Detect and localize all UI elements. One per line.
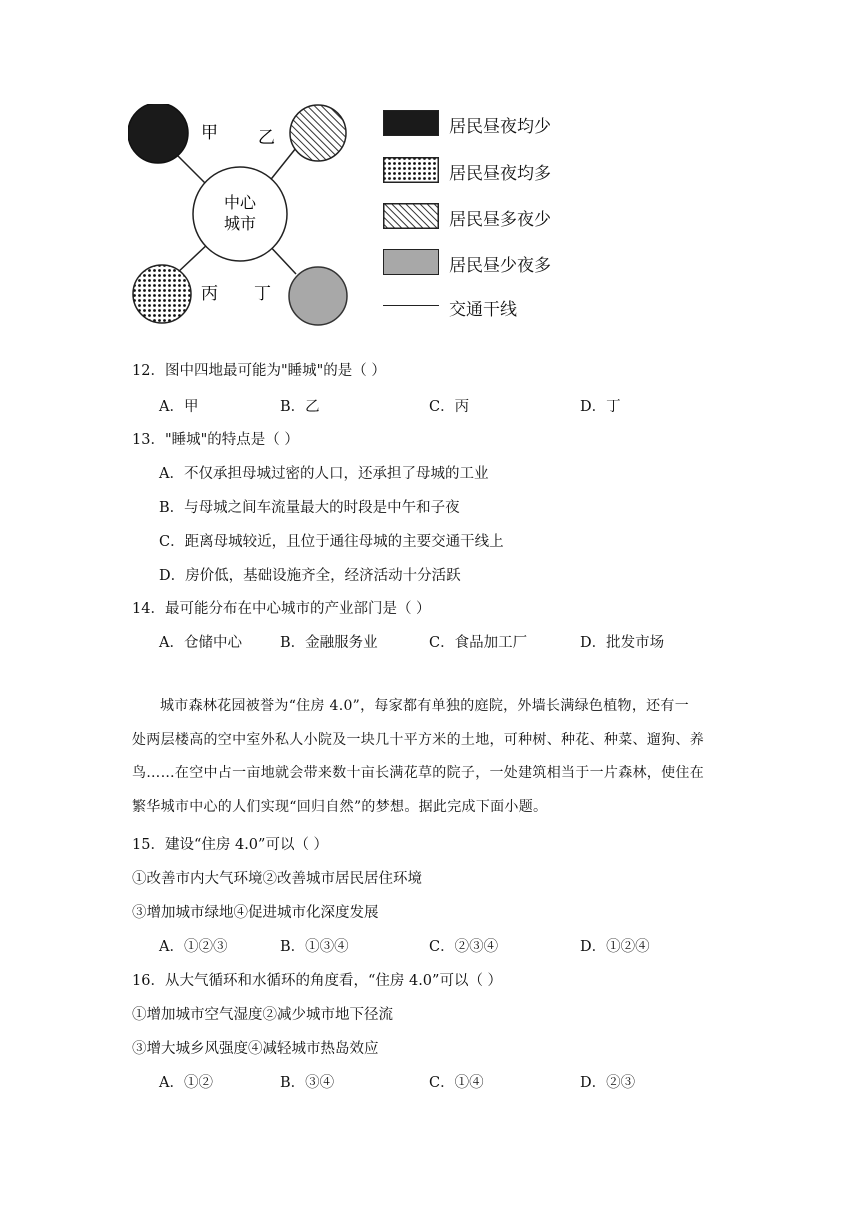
q16-option-a[interactable]: A．①② <box>159 1075 213 1091</box>
q14-option-d[interactable]: D．批发市场 <box>580 635 665 651</box>
q15-option-c[interactable]: C．②③④ <box>429 939 499 955</box>
passage-line-4: 繁华城市中心的人们实现“回归自然”的梦想。据此完成下面小题。 <box>132 798 548 815</box>
q13-option-c[interactable]: C．距离母城较近，且位于通往母城的主要交通干线上 <box>159 534 504 550</box>
legend-text-5: 交通干线 <box>449 300 517 320</box>
question-14: 14．最可能分布在中心城市的产业部门是（ ） <box>132 601 431 617</box>
label-ding: 丁 <box>254 284 271 304</box>
node-ding <box>289 267 347 325</box>
node-bing <box>133 265 191 323</box>
passage-line-3: 鸟……在空中占一亩地就会带来数十亩长满花草的院子，一处建筑相当于一片森林，使住在 <box>132 765 704 781</box>
q14-option-b[interactable]: B．金融服务业 <box>280 635 378 651</box>
center-label-1: 中心 <box>223 193 257 212</box>
hatched-box-icon <box>383 203 439 229</box>
q16-option-c[interactable]: C．①④ <box>429 1075 484 1091</box>
q13-option-b[interactable]: B．与母城之间车流量最大的时段是中午和子夜 <box>159 500 460 516</box>
legend-text-2: 居民昼夜均多 <box>449 164 551 184</box>
line-icon <box>383 305 439 306</box>
legend-text-3: 居民昼多夜少 <box>449 210 551 230</box>
q15-statement-2: ③增加城市绿地④促进城市化深度发展 <box>132 905 379 921</box>
passage <box>132 690 732 824</box>
gray-box-icon <box>383 249 439 275</box>
legend-text-4: 居民昼少夜多 <box>449 256 551 276</box>
legend-item-3 <box>383 203 551 233</box>
label-jia: 甲 <box>201 123 218 143</box>
q15-option-a[interactable]: A．①②③ <box>159 939 228 955</box>
legend-item-1 <box>383 110 551 137</box>
center-label-2: 城市 <box>223 214 257 233</box>
question-16: 16．从大气循环和水循环的角度看，“住房 4.0”可以（ ） <box>132 973 503 989</box>
q16-statement-1: ①增加城市空气湿度②减少城市地下径流 <box>132 1007 393 1023</box>
label-yi: 乙 <box>258 128 275 148</box>
q12-option-d[interactable]: D．丁 <box>580 399 621 415</box>
q16-option-d[interactable]: D．②③ <box>580 1075 636 1091</box>
question-15: 15．建设“住房 4.0”可以（ ） <box>132 837 329 853</box>
dotted-box-icon <box>383 157 439 183</box>
legend-item-4 <box>383 249 551 276</box>
node-yi <box>290 105 346 161</box>
q15-option-d[interactable]: D．①②④ <box>580 939 650 955</box>
q12-option-b[interactable]: B．乙 <box>280 399 320 415</box>
q13-option-d[interactable]: D．房价低，基础设施齐全，经济活动十分活跃 <box>159 568 461 584</box>
solid-black-box-icon <box>383 110 439 136</box>
passage-line-1: 城市森林花园被誉为“住房 4.0”，每家都有单独的庭院，外墙长满绿色植物，还有一 <box>160 698 690 714</box>
q15-option-b[interactable]: B．①③④ <box>280 939 349 955</box>
q15-statement-1: ①改善市内大气环境②改善城市居民居住环境 <box>132 871 422 887</box>
legend-item-2 <box>383 157 551 187</box>
q14-option-c[interactable]: C．食品加工厂 <box>429 635 528 651</box>
q16-option-b[interactable]: B．③④ <box>280 1075 335 1091</box>
node-jia <box>128 104 188 163</box>
q13-option-a[interactable]: A．不仅承担母城过密的人口，还承担了母城的工业 <box>159 466 489 482</box>
q12-option-a[interactable]: A．甲 <box>159 399 199 415</box>
q14-option-a[interactable]: A．仓储中心 <box>159 635 242 651</box>
city-diagram <box>128 104 364 330</box>
q12-option-c[interactable]: C．丙 <box>429 399 470 415</box>
q16-statement-2: ③增大城乡风强度④减轻城市热岛效应 <box>132 1041 379 1057</box>
question-12: 12．图中四地最可能为"睡城"的是（ ） <box>132 363 386 379</box>
question-13: 13．"睡城"的特点是（ ） <box>132 432 299 448</box>
label-bing: 丙 <box>201 284 218 304</box>
passage-line-2: 处两层楼高的空中室外私人小院及一块几十平方米的土地，可种树、种花、种菜、遛狗、养 <box>132 731 704 748</box>
road-bing <box>176 242 210 274</box>
legend-text-1: 居民昼夜均少 <box>449 117 551 137</box>
